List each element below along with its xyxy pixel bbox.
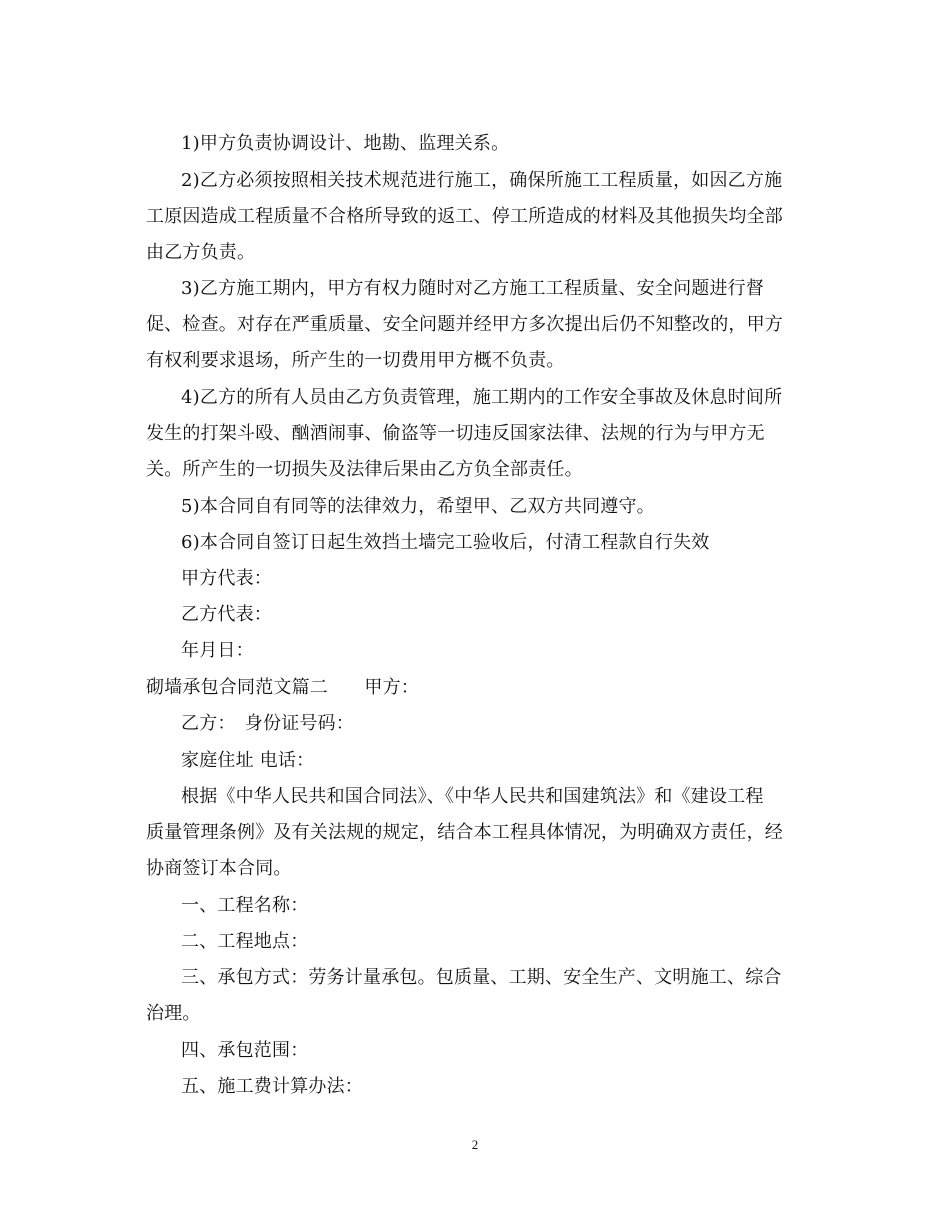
page-number: 2: [471, 1137, 479, 1152]
fee-calculation-line: 五、施工费计算办法：: [181, 1076, 363, 1097]
clause-6-line-1: 6)本合同自签订日起生效挡土墙完工验收后，付清工程款自行失效: [181, 532, 710, 553]
section-title: 砌墙承包合同范文篇二 甲方：: [146, 677, 419, 698]
clause-1-line-1: 1)甲方负责协调设计、地勘、监理关系。: [181, 133, 510, 154]
clause-5-line-1: 5)本合同自有同等的法律效力，希望甲、乙双方共同遵守。: [181, 496, 655, 517]
clause-2-line-1: 2)乙方必须按照相关技术规范进行施工，确保所施工工程质量，如因乙方施: [181, 170, 783, 191]
clause-3-line-2: 促、检查。对存在严重质量、安全问题并经甲方多次提出后仍不知整改的，甲方: [146, 314, 783, 335]
legal-basis-line-2: 质量管理条例》及有关法规的规定，结合本工程具体情况，为明确双方责任，经: [146, 822, 783, 843]
address-phone-line: 家庭住址 电话：: [181, 750, 315, 771]
contract-scope-line: 四、承包范围：: [181, 1040, 309, 1061]
clause-3-line-3: 有权利要求退场，所产生的一切费用甲方概不负责。: [146, 350, 565, 371]
party-b-representative: 乙方代表：: [181, 604, 272, 625]
legal-basis-line-1: 根据《中华人民共和国合同法》、《中华人民共和国建筑法》和《建设工程: [181, 786, 764, 807]
clause-2-line-3: 由乙方负责。: [146, 242, 256, 263]
contract-method-line-1: 三、承包方式：劳务计量承包。包质量、工期、安全生产、文明施工、综合: [181, 967, 782, 988]
contract-method-line-2: 治理。: [146, 1003, 201, 1024]
legal-basis-line-3: 协商签订本合同。: [146, 858, 292, 879]
party-b-id-line: 乙方： 身份证号码：: [181, 713, 354, 734]
project-location-line: 二、工程地点：: [181, 931, 309, 952]
project-name-line: 一、工程名称：: [181, 895, 309, 916]
date-line: 年月日：: [181, 640, 254, 661]
clause-4-line-1: 4)乙方的所有人员由乙方负责管理，施工期内的工作安全事故及休息时间所: [181, 387, 783, 408]
clause-2-line-2: 工原因造成工程质量不合格所导致的返工、停工所造成的材料及其他损失均全部: [146, 206, 783, 227]
clause-4-line-3: 关。所产生的一切损失及法律后果由乙方负全部责任。: [146, 459, 583, 480]
clause-3-line-1: 3)乙方施工期内，甲方有权力随时对乙方施工工程质量、安全问题进行督: [181, 278, 765, 299]
clause-4-line-2: 发生的打架斗殴、酗酒闹事、偷盗等一切违反国家法律、法规的行为与甲方无: [146, 423, 765, 444]
party-a-representative: 甲方代表：: [181, 568, 272, 589]
